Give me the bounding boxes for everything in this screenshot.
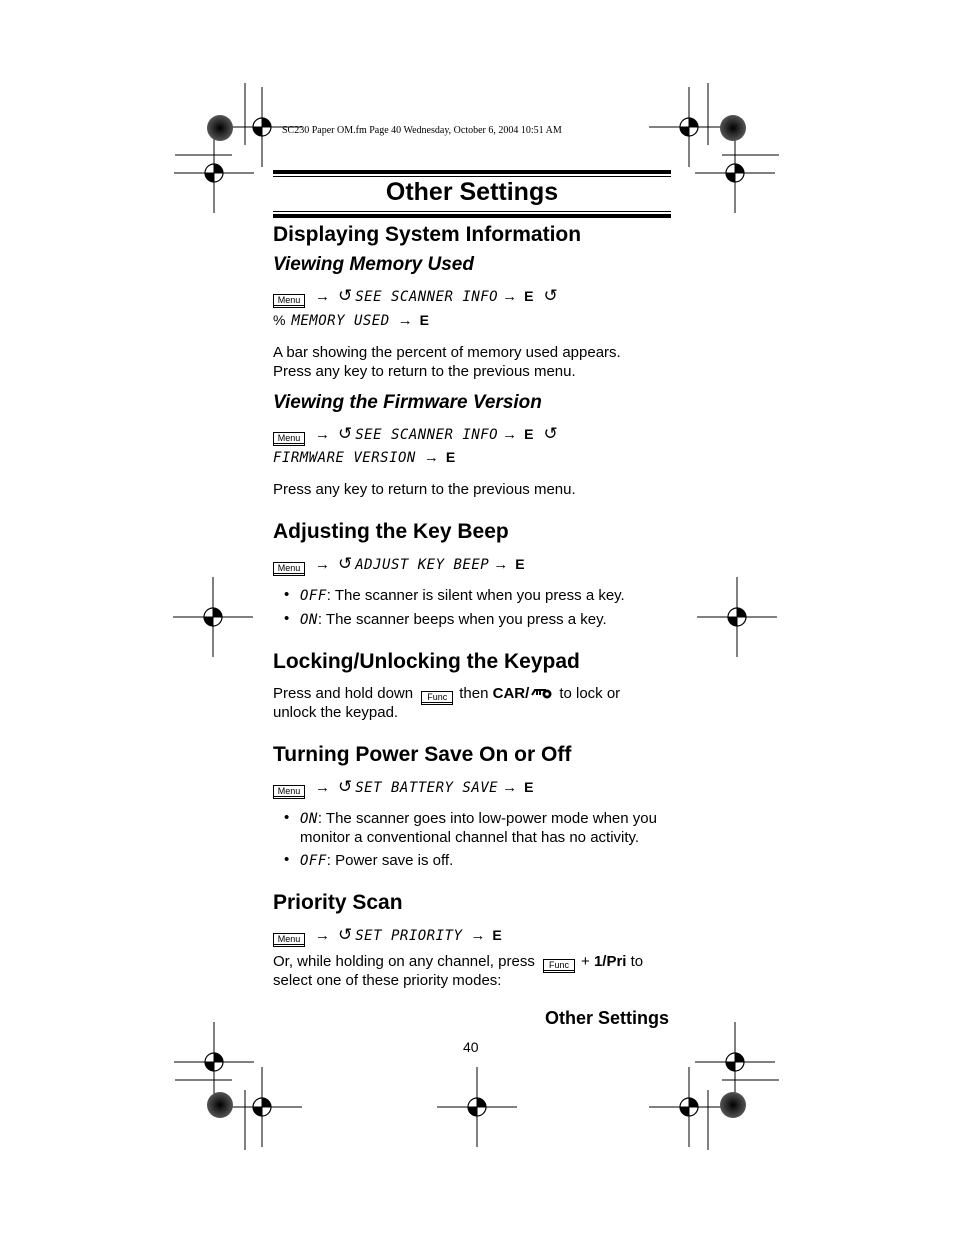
lcd-text: ON bbox=[300, 612, 318, 628]
power-save-option-on-cont: monitor a conventional channel that has no activity. bbox=[300, 829, 640, 846]
rotate-icon: ↺ bbox=[338, 554, 353, 573]
lcd-text: ADJUST KEY BEEP bbox=[355, 557, 490, 573]
arrow-icon: → bbox=[493, 556, 509, 573]
arrow-icon: → bbox=[423, 449, 439, 466]
rotate-icon: ↺ bbox=[338, 286, 353, 305]
menu-key: Menu bbox=[273, 294, 305, 306]
title-rule-bottom-thick bbox=[273, 214, 671, 218]
enter-key: E bbox=[524, 426, 534, 442]
menu-key: Menu bbox=[273, 432, 305, 444]
key-beep-option-on bbox=[300, 610, 607, 630]
plus-sign: + bbox=[581, 953, 590, 970]
arrow-icon: → bbox=[397, 312, 413, 329]
enter-key: E bbox=[524, 288, 534, 304]
lcd-text: OFF bbox=[300, 853, 327, 869]
priority-text: to bbox=[630, 953, 644, 970]
arrow-icon: → bbox=[502, 426, 518, 443]
lcd-text: SEE SCANNER INFO bbox=[355, 289, 499, 305]
priority-text: Or, while holding on any channel, press bbox=[273, 953, 535, 970]
title-rule-bottom-thin bbox=[273, 211, 671, 212]
heading-key-beep: Adjusting the Key Beep bbox=[273, 520, 509, 543]
firmware-command-line-2 bbox=[273, 448, 455, 468]
key-beep-option-off bbox=[300, 586, 625, 606]
bullet: • bbox=[284, 586, 290, 603]
title-rule-top-thick bbox=[273, 170, 671, 174]
bullet: • bbox=[284, 809, 290, 826]
title-rule-top-thin bbox=[273, 176, 671, 177]
option-text: : The scanner beeps when you press a key. bbox=[317, 611, 607, 628]
heading-power-save: Turning Power Save On or Off bbox=[273, 743, 572, 766]
enter-key: E bbox=[419, 312, 430, 328]
menu-key: Menu bbox=[273, 933, 305, 945]
heading-keypad-lock: Locking/Unlocking the Keypad bbox=[273, 650, 580, 673]
enter-key: E bbox=[515, 556, 525, 572]
keypad-text-1 bbox=[273, 684, 620, 705]
option-text: : The scanner goes into low-power mode when you bbox=[317, 810, 657, 827]
power-save-command bbox=[273, 777, 533, 798]
lcd-text: SEE SCANNER INFO bbox=[355, 427, 499, 443]
lcd-text: OFF bbox=[300, 588, 327, 604]
arrow-icon: → bbox=[315, 927, 330, 944]
func-key: Func bbox=[421, 691, 453, 703]
rotate-icon: ↺ bbox=[338, 777, 353, 796]
bullet: • bbox=[284, 851, 290, 868]
option-text: : The scanner is silent when you press a key. bbox=[326, 587, 625, 604]
enter-key: E bbox=[445, 449, 456, 465]
keypad-text: then bbox=[459, 685, 489, 702]
priority-command bbox=[273, 925, 502, 946]
firmware-text: Press any key to return to the previous menu. bbox=[273, 481, 576, 498]
heading-priority-scan: Priority Scan bbox=[273, 891, 403, 914]
lcd-text: MEMORY USED bbox=[291, 313, 390, 329]
rotate-icon: ↺ bbox=[338, 424, 353, 443]
arrow-icon: → bbox=[315, 556, 330, 573]
power-save-option-off bbox=[300, 851, 453, 871]
lcd-text: SET BATTERY SAVE bbox=[355, 780, 499, 796]
page-number: 40 bbox=[463, 1039, 479, 1055]
keypad-text: Press and hold down bbox=[273, 685, 414, 702]
heading-firmware-version: Viewing the Firmware Version bbox=[273, 392, 542, 413]
priority-text-1 bbox=[273, 952, 643, 971]
memory-text-2: Press any key to return to the previous menu. bbox=[273, 363, 576, 380]
lcd-text: SET PRIORITY bbox=[355, 928, 463, 944]
footer-title: Other Settings bbox=[545, 1008, 670, 1028]
rotate-icon: ↺ bbox=[543, 286, 558, 305]
priority-text-2: select one of these priority modes: bbox=[273, 972, 502, 989]
key-beep-command bbox=[273, 554, 525, 575]
lcd-text: ON bbox=[300, 811, 318, 827]
car-key-label: CAR/ bbox=[492, 685, 530, 702]
keypad-text-2: unlock the keypad. bbox=[273, 704, 399, 721]
heading-system-info: Displaying System Information bbox=[273, 223, 582, 246]
heading-memory-used: Viewing Memory Used bbox=[273, 254, 474, 275]
print-header-line: SC230 Paper OM.fm Page 40 Wednesday, October 6, 2004 10:51 AM bbox=[282, 125, 562, 136]
lock-key-icon bbox=[531, 686, 553, 705]
keypad-text: to lock or bbox=[559, 685, 621, 702]
arrow-icon: → bbox=[315, 779, 330, 796]
option-text: : Power save is off. bbox=[326, 852, 454, 869]
bullet: • bbox=[284, 610, 290, 627]
enter-key: E bbox=[524, 779, 534, 795]
arrow-icon: → bbox=[470, 927, 486, 944]
enter-key: E bbox=[492, 927, 502, 943]
rotate-icon: ↺ bbox=[543, 424, 558, 443]
lcd-text: FIRMWARE VERSION bbox=[273, 450, 416, 466]
memory-text-1: A bar showing the percent of memory used appears. bbox=[273, 344, 621, 361]
memory-command-line-1 bbox=[273, 286, 561, 307]
arrow-icon: → bbox=[502, 779, 518, 796]
func-key: Func bbox=[543, 959, 575, 971]
menu-key: Menu bbox=[273, 785, 305, 797]
percent-sign: % bbox=[273, 312, 286, 328]
rotate-icon: ↺ bbox=[338, 925, 353, 944]
power-save-option-on bbox=[300, 809, 657, 829]
arrow-icon: → bbox=[315, 426, 330, 443]
menu-key: Menu bbox=[273, 562, 305, 574]
firmware-command-line-1 bbox=[273, 424, 561, 445]
arrow-icon: → bbox=[315, 288, 330, 305]
memory-command-line-2 bbox=[273, 311, 429, 331]
arrow-icon: → bbox=[502, 288, 518, 305]
page-title: Other Settings bbox=[385, 178, 559, 206]
pri-key-label: 1/Pri bbox=[593, 953, 627, 970]
